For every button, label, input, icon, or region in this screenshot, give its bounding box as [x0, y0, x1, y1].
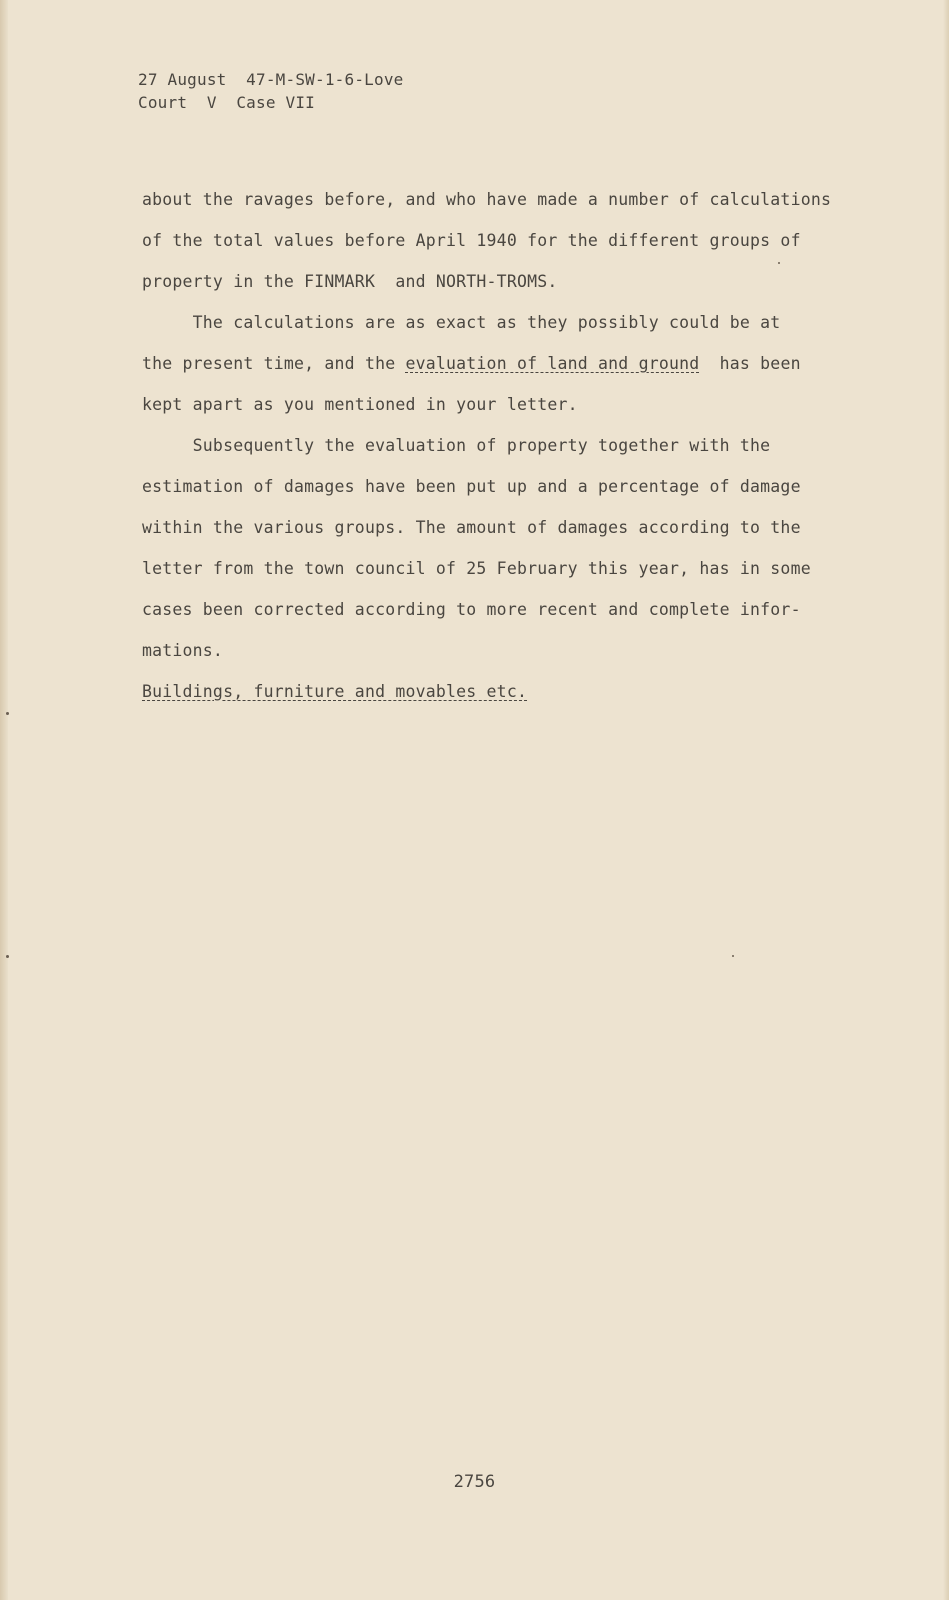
text-line: cases been corrected according to more recent and complete infor- [142, 600, 801, 619]
section-heading: Buildings, furniture and movables etc. [142, 682, 528, 701]
text-line: property in the FINMARK and NORTH-TROMS. [142, 272, 558, 291]
paper-speck [778, 262, 780, 264]
header-line-date-code: 27 August 47-M-SW-1-6-Love [138, 70, 404, 89]
text-line: within the various groups. The amount of damages according to the [142, 518, 801, 537]
text-line: The calculations are as exact as they possibly could be at [142, 313, 781, 332]
text-line: mations. [142, 641, 224, 660]
header-line-court-case: Court V Case VII [138, 93, 315, 112]
page-left-edge [0, 0, 8, 1600]
underlined-phrase: evaluation of land and ground [405, 354, 700, 373]
text-line: letter from the town council of 25 February this year, has in some [142, 559, 811, 578]
document-header [138, 68, 404, 114]
text-line: kept apart as you mentioned in your letter. [142, 395, 578, 414]
paper-speck [6, 955, 9, 958]
text-line: of the total values before April 1940 for the different groups of [142, 231, 801, 250]
text-line: estimation of damages have been put up and a percentage of damage [142, 477, 801, 496]
page-number: 2756 [453, 1472, 496, 1492]
paper-speck [732, 955, 734, 957]
text-segment: the present time, and the [142, 354, 406, 373]
paper-speck [6, 712, 9, 715]
text-line: Subsequently the evaluation of property together with the [142, 436, 771, 455]
page-right-edge [943, 0, 949, 1600]
text-line: about the ravages before, and who have made a number of calculations [142, 190, 832, 209]
text-segment: has been [699, 354, 801, 373]
text-line [142, 354, 801, 373]
